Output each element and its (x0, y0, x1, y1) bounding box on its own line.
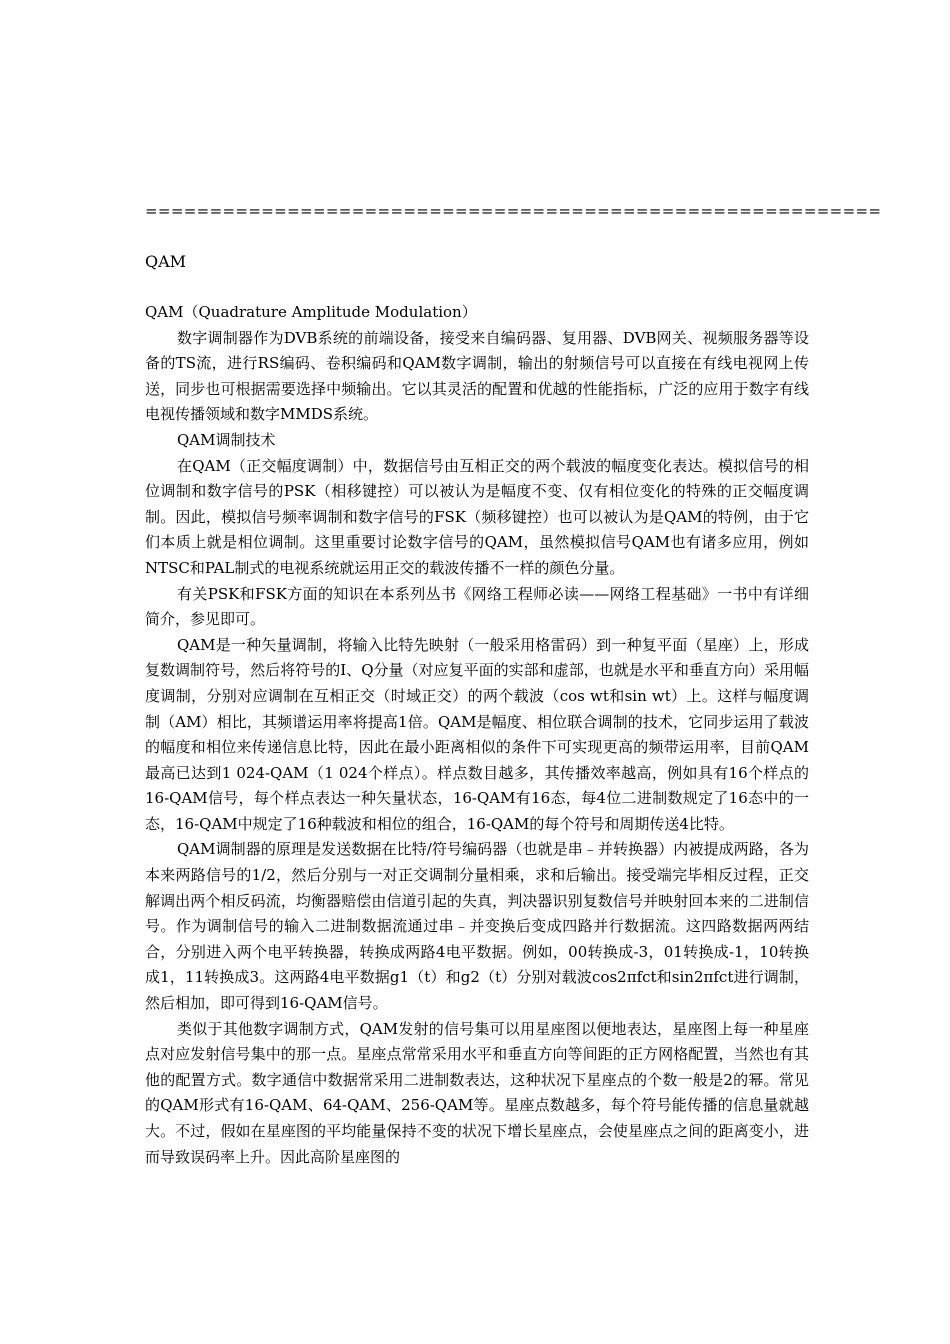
paragraph: 类似于其他数字调制方式，QAM发射的信号集可以用星座图以便地表达，星座图上每一种星座点对应发射信号集中的那一点。星座点常常采用水平和垂直方向等间距的正方网格配置，当然也有其他的配置方式。数字通信中数据常采用二进制数表达，这种状况下星座点的个数一般是2的幂。常见的QAM形式有16-QAM、64-QAM、256-QAM等。星座点数越多，每个符号能传播的信息量就越大。不过，假如在星座图的平均能量保持不变的状况下增长星座点，会使星座点之间的距离变小，进而导致误码率上升。因此高阶星座图的 (145, 1019, 809, 1166)
paragraph: 有关PSK和FSK方面的知识在本系列丛书《网络工程师必读——网络工程基础》一书中有详细简介，参见即可。 (145, 584, 809, 629)
paragraph-title: QAM（Quadrature Amplitude Modulation） (145, 303, 477, 321)
paragraph: 在QAM（正交幅度调制）中，数据信号由互相正交的两个载波的幅度变化表达。模拟信号的相位调制和数字信号的PSK（相移键控）可以被认为是幅度不变、仅有相位变化的特殊的正交幅度调制。因此，模拟信号频率调制和数字信号的FSK（频移键控）也可以被认为是QAM的特例，由于它们本质上就是相位调制。这里重要讨论数字信号的QAM，虽然模拟信号QAM也有诸多应用，例如NTSC和PAL制式的电视系统就运用正交的载波传播不一样的颜色分量。 (145, 456, 809, 577)
section-heading: QAM调制技术 (177, 430, 276, 449)
paragraph: QAM是一种矢量调制，将输入比特先映射（一般采用格雷码）到一种复平面（星座）上，形成复数调制符号，然后将符号的I、Q分量（对应复平面的实部和虚部，也就是水平和垂直方向）采用幅度调制，分别对应调制在互相正交（时域正交）的两个载波（cos wt和sin wt）上。这样与幅度调制（AM）相比，其频谱运用率将提高1倍。QAM是幅度、相位联合调制的技术，它同步运用了载波的幅度和相位来传递信息比特，因此在最小距离相似的条件下可实现更高的频带运用率，目前QAM最高已达到1 024-QAM（1 024个样点）。样点数目越多，其传播效率越高，例如具有16个样点的16-QAM信号，每个样点表达一种矢量状态，16-QAM有16态，每4位二进制数规定了16态中的一态，16-QAM中规定了16种载波和相位的组合，16-QAM的每个符号和周期传送4比特。 (145, 635, 809, 833)
document-body (145, 300, 809, 1170)
paragraph: QAM调制器的原理是发送数据在比特/符号编码器（也就是串﹣并转换器）内被提成两路，各为本来两路信号的1/2，然后分别与一对正交调制分量相乘，求和后输出。接受端完毕相反过程，正交解调出两个相反码流，均衡器赔偿由信道引起的失真，判决器识别复数信号并映射回本来的二进制信号。作为调制信号的输入二进制数据流通过串﹣并变换后变成四路并行数据流。这四路数据两两结合，分别进入两个电平转换器，转换成两路4电平数据。例如，00转换成-3，01转换成-1，10转换成1，11转换成3。这两路4电平数据g1（t）和g2（t）分别对载波cos2πfct和sin2πfct进行调制，然后相加，即可得到16-QAM信号。 (145, 840, 809, 1013)
document-heading: QAM (145, 252, 187, 271)
paragraph: 数字调制器作为DVB系统的前端设备，接受来自编码器、复用器、DVB网关、视频服务器等设备的TS流，进行RS编码、卷积编码和QAM数字调制，输出的射频信号可以直接在有线电视网上传送，同步也可根据需要选择中频输出。它以其灵活的配置和优越的性能指标，广泛的应用于数字有线电视传播领域和数字MMDS系统。 (145, 328, 809, 424)
separator-line: ========================================================= (145, 202, 882, 220)
